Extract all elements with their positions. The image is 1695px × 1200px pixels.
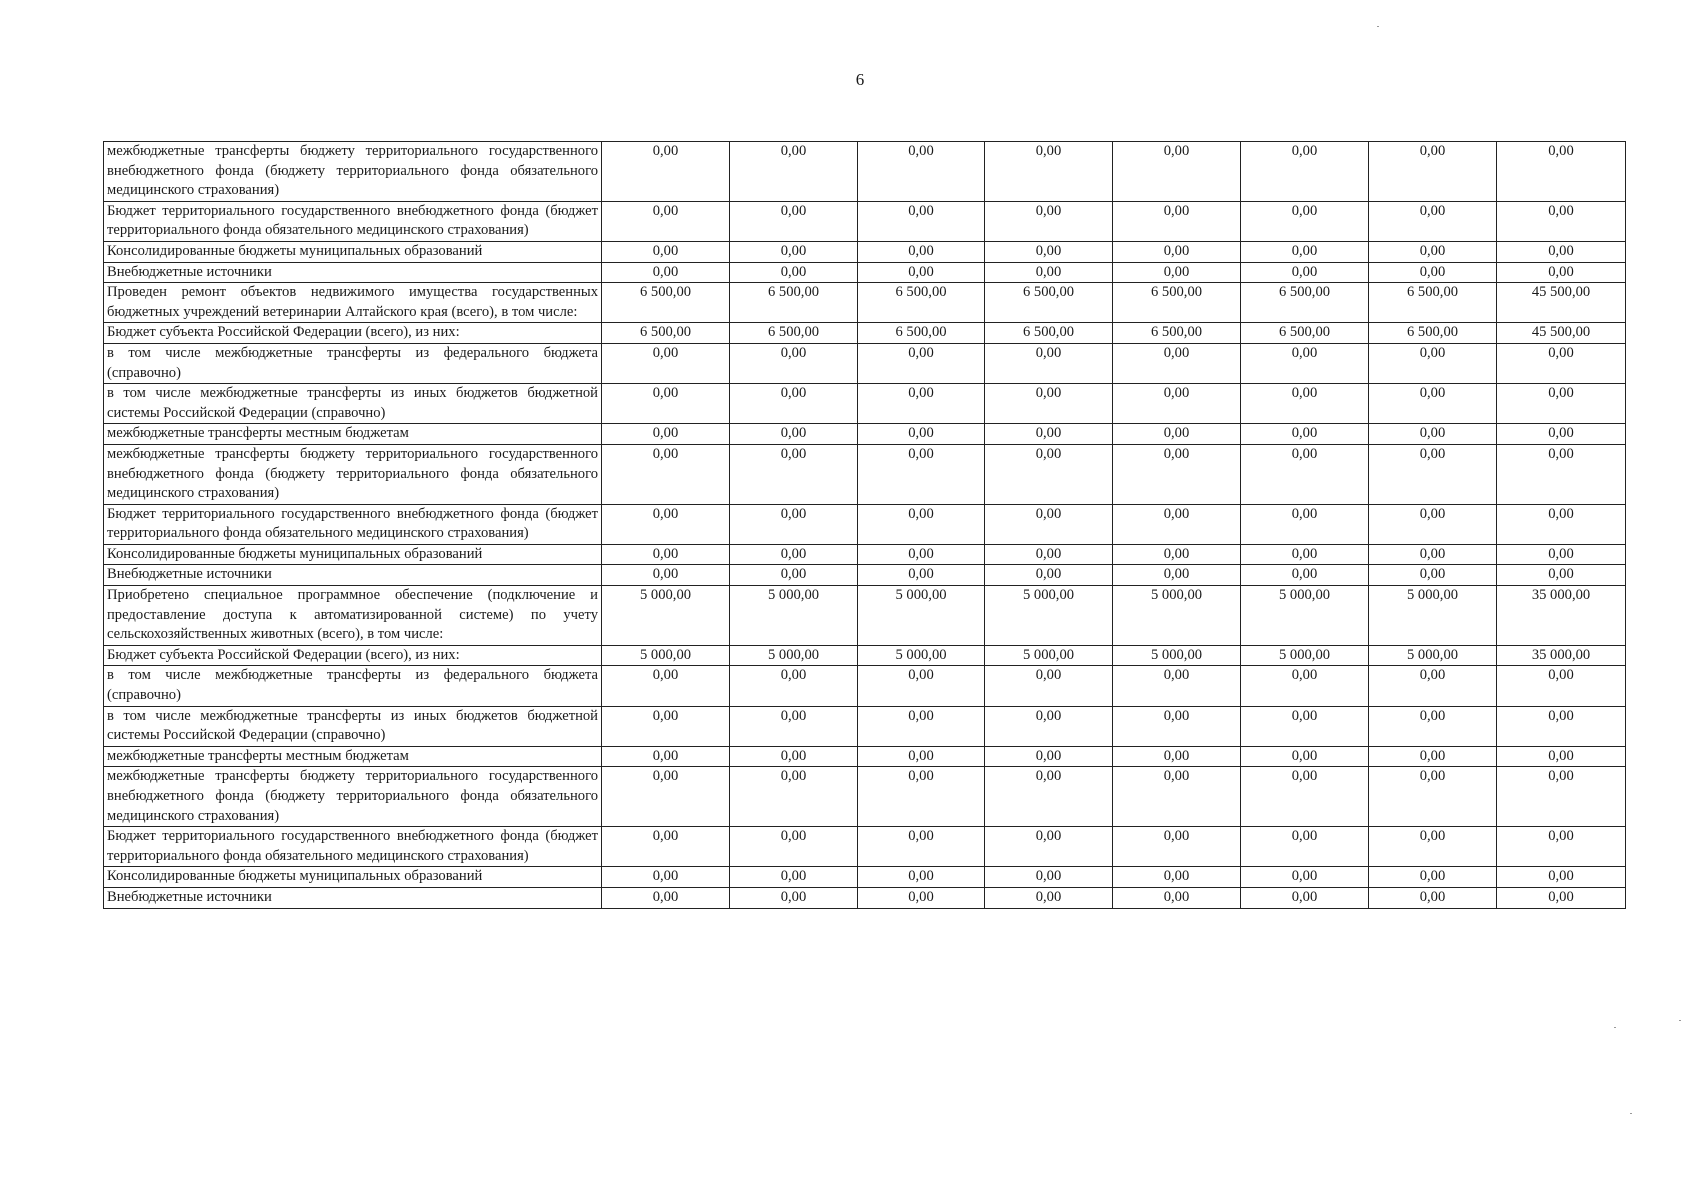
scan-speck (1614, 1027, 1616, 1028)
value-cell: 0,00 (1241, 706, 1369, 746)
value-cell: 5 000,00 (1113, 586, 1241, 646)
value-cell: 0,00 (1113, 444, 1241, 504)
value-cell: 0,00 (730, 201, 858, 241)
value-cell: 0,00 (730, 666, 858, 706)
value-cell: 0,00 (1369, 384, 1497, 424)
value-cell: 6 500,00 (1369, 283, 1497, 323)
table-row (104, 666, 1626, 706)
value-cell: 0,00 (1113, 201, 1241, 241)
value-cell: 0,00 (1369, 767, 1497, 827)
value-cell: 6 500,00 (1369, 323, 1497, 344)
row-label: Консолидированные бюджеты муниципальных образований (104, 241, 602, 262)
value-cell: 6 500,00 (1113, 323, 1241, 344)
total-value-cell: 0,00 (1497, 867, 1626, 888)
row-label: Бюджет территориального государственного внебюджетного фонда (бюджет территориального фонда обязательного медицинского страхования) (104, 504, 602, 544)
total-value-cell: 0,00 (1497, 746, 1626, 767)
row-label: в том числе межбюджетные трансферты из иных бюджетов бюджетной системы Российской Федерации (справочно) (104, 384, 602, 424)
value-cell: 6 500,00 (602, 283, 730, 323)
row-label: межбюджетные трансферты местным бюджетам (104, 424, 602, 445)
total-value-cell: 0,00 (1497, 887, 1626, 908)
value-cell: 0,00 (1113, 142, 1241, 202)
value-cell: 0,00 (1241, 504, 1369, 544)
value-cell: 0,00 (858, 544, 985, 565)
total-value-cell: 0,00 (1497, 444, 1626, 504)
value-cell: 0,00 (1241, 827, 1369, 867)
value-cell: 0,00 (730, 887, 858, 908)
value-cell: 0,00 (858, 504, 985, 544)
value-cell: 0,00 (602, 504, 730, 544)
value-cell: 0,00 (985, 867, 1113, 888)
value-cell: 0,00 (985, 504, 1113, 544)
value-cell: 0,00 (1369, 262, 1497, 283)
value-cell: 0,00 (858, 384, 985, 424)
table-row (104, 444, 1626, 504)
value-cell: 0,00 (1241, 867, 1369, 888)
value-cell: 0,00 (730, 504, 858, 544)
value-cell: 0,00 (985, 827, 1113, 867)
row-label: в том числе межбюджетные трансферты из иных бюджетов бюджетной системы Российской Федерации (справочно) (104, 706, 602, 746)
total-value-cell: 0,00 (1497, 565, 1626, 586)
value-cell: 0,00 (730, 241, 858, 262)
row-label: Консолидированные бюджеты муниципальных образований (104, 544, 602, 565)
table-row (104, 343, 1626, 383)
value-cell: 0,00 (1241, 544, 1369, 565)
table-row (104, 565, 1626, 586)
row-label: Внебюджетные источники (104, 887, 602, 908)
value-cell: 0,00 (858, 343, 985, 383)
row-label: Приобретено специальное программное обеспечение (подключение и предоставление доступа к автоматизированной системе) по учету сельскохозяйственных животных (всего), в том числе: (104, 586, 602, 646)
table-row (104, 645, 1626, 666)
value-cell: 0,00 (730, 706, 858, 746)
value-cell: 0,00 (602, 262, 730, 283)
value-cell: 0,00 (858, 706, 985, 746)
row-label: Бюджет субъекта Российской Федерации (всего), из них: (104, 645, 602, 666)
value-cell: 5 000,00 (985, 586, 1113, 646)
value-cell: 5 000,00 (730, 645, 858, 666)
value-cell: 0,00 (1369, 887, 1497, 908)
value-cell: 0,00 (1369, 241, 1497, 262)
value-cell: 0,00 (1369, 142, 1497, 202)
value-cell: 0,00 (1241, 666, 1369, 706)
budget-table (103, 141, 1626, 909)
value-cell: 0,00 (985, 666, 1113, 706)
row-label: в том числе межбюджетные трансферты из федерального бюджета (справочно) (104, 343, 602, 383)
value-cell: 0,00 (985, 706, 1113, 746)
value-cell: 0,00 (602, 384, 730, 424)
value-cell: 0,00 (1113, 384, 1241, 424)
row-label: в том числе межбюджетные трансферты из федерального бюджета (справочно) (104, 666, 602, 706)
value-cell: 0,00 (1241, 565, 1369, 586)
value-cell: 6 500,00 (730, 283, 858, 323)
total-value-cell: 0,00 (1497, 424, 1626, 445)
total-value-cell: 0,00 (1497, 666, 1626, 706)
value-cell: 0,00 (858, 142, 985, 202)
value-cell: 6 500,00 (985, 283, 1113, 323)
value-cell: 0,00 (985, 444, 1113, 504)
table-row (104, 887, 1626, 908)
table-row (104, 142, 1626, 202)
value-cell: 0,00 (602, 241, 730, 262)
value-cell: 0,00 (1241, 201, 1369, 241)
row-label: Бюджет территориального государственного внебюджетного фонда (бюджет территориального фонда обязательного медицинского страхования) (104, 827, 602, 867)
table-row (104, 283, 1626, 323)
value-cell: 0,00 (1241, 241, 1369, 262)
value-cell: 0,00 (1241, 887, 1369, 908)
value-cell: 0,00 (1369, 201, 1497, 241)
total-value-cell: 0,00 (1497, 201, 1626, 241)
value-cell: 0,00 (1369, 827, 1497, 867)
table-row (104, 706, 1626, 746)
table-row (104, 767, 1626, 827)
row-label: Внебюджетные источники (104, 565, 602, 586)
value-cell: 0,00 (602, 544, 730, 565)
value-cell: 0,00 (1241, 384, 1369, 424)
value-cell: 0,00 (602, 746, 730, 767)
value-cell: 0,00 (602, 887, 730, 908)
table-row (104, 746, 1626, 767)
value-cell: 0,00 (730, 444, 858, 504)
value-cell: 0,00 (1241, 142, 1369, 202)
value-cell: 0,00 (858, 262, 985, 283)
value-cell: 0,00 (858, 444, 985, 504)
value-cell: 0,00 (602, 666, 730, 706)
total-value-cell: 35 000,00 (1497, 645, 1626, 666)
value-cell: 0,00 (602, 827, 730, 867)
value-cell: 0,00 (602, 565, 730, 586)
value-cell: 0,00 (858, 887, 985, 908)
value-cell: 0,00 (858, 827, 985, 867)
total-value-cell: 0,00 (1497, 767, 1626, 827)
table-row (104, 323, 1626, 344)
value-cell: 0,00 (1241, 343, 1369, 383)
value-cell: 5 000,00 (1113, 645, 1241, 666)
value-cell: 0,00 (1113, 241, 1241, 262)
value-cell: 0,00 (985, 142, 1113, 202)
value-cell: 0,00 (858, 565, 985, 586)
value-cell: 6 500,00 (1113, 283, 1241, 323)
value-cell: 0,00 (730, 867, 858, 888)
value-cell: 0,00 (1113, 504, 1241, 544)
value-cell: 0,00 (1369, 544, 1497, 565)
table-row (104, 241, 1626, 262)
row-label: межбюджетные трансферты местным бюджетам (104, 746, 602, 767)
value-cell: 0,00 (1369, 343, 1497, 383)
table-row (104, 544, 1626, 565)
value-cell: 5 000,00 (1369, 645, 1497, 666)
value-cell: 0,00 (858, 201, 985, 241)
value-cell: 0,00 (1369, 706, 1497, 746)
value-cell: 0,00 (1113, 544, 1241, 565)
total-value-cell: 0,00 (1497, 544, 1626, 565)
total-value-cell: 45 500,00 (1497, 323, 1626, 344)
row-label: Внебюджетные источники (104, 262, 602, 283)
row-label: межбюджетные трансферты бюджету территориального государственного внебюджетного фонда (бюджету территориального фонда обязательного медицинского страхования) (104, 142, 602, 202)
value-cell: 0,00 (730, 424, 858, 445)
value-cell: 0,00 (602, 142, 730, 202)
total-value-cell: 0,00 (1497, 504, 1626, 544)
value-cell: 0,00 (858, 767, 985, 827)
value-cell: 0,00 (1113, 262, 1241, 283)
row-label: Консолидированные бюджеты муниципальных образований (104, 867, 602, 888)
value-cell: 6 500,00 (1241, 323, 1369, 344)
value-cell: 0,00 (1369, 867, 1497, 888)
scan-speck (1630, 1113, 1632, 1114)
value-cell: 5 000,00 (1241, 645, 1369, 666)
value-cell: 0,00 (985, 262, 1113, 283)
total-value-cell: 0,00 (1497, 142, 1626, 202)
value-cell: 0,00 (1369, 444, 1497, 504)
value-cell: 6 500,00 (602, 323, 730, 344)
row-label: Бюджет территориального государственного внебюджетного фонда (бюджет территориального фонда обязательного медицинского страхования) (104, 201, 602, 241)
value-cell: 5 000,00 (602, 645, 730, 666)
value-cell: 0,00 (730, 827, 858, 867)
value-cell: 0,00 (985, 424, 1113, 445)
row-label: межбюджетные трансферты бюджету территориального государственного внебюджетного фонда (бюджету территориального фонда обязательного медицинского страхования) (104, 767, 602, 827)
total-value-cell: 0,00 (1497, 706, 1626, 746)
value-cell: 0,00 (1241, 444, 1369, 504)
value-cell: 0,00 (985, 343, 1113, 383)
value-cell: 0,00 (602, 343, 730, 383)
value-cell: 0,00 (985, 565, 1113, 586)
value-cell: 0,00 (730, 565, 858, 586)
value-cell: 5 000,00 (1241, 586, 1369, 646)
value-cell: 0,00 (1113, 767, 1241, 827)
table-row (104, 424, 1626, 445)
value-cell: 0,00 (858, 424, 985, 445)
row-label: Проведен ремонт объектов недвижимого имущества государственных бюджетных учреждений ветеринарии Алтайского края (всего), в том числе: (104, 283, 602, 323)
value-cell: 6 500,00 (1241, 283, 1369, 323)
row-label: межбюджетные трансферты бюджету территориального государственного внебюджетного фонда (бюджету территориального фонда обязательного медицинского страхования) (104, 444, 602, 504)
value-cell: 0,00 (1241, 767, 1369, 827)
value-cell: 0,00 (602, 867, 730, 888)
value-cell: 0,00 (730, 142, 858, 202)
value-cell: 0,00 (1369, 746, 1497, 767)
value-cell: 0,00 (985, 241, 1113, 262)
value-cell: 0,00 (602, 201, 730, 241)
value-cell: 0,00 (858, 746, 985, 767)
value-cell: 0,00 (602, 706, 730, 746)
table-body (104, 142, 1626, 909)
value-cell: 0,00 (1113, 706, 1241, 746)
value-cell: 5 000,00 (985, 645, 1113, 666)
total-value-cell: 0,00 (1497, 384, 1626, 424)
value-cell: 0,00 (1113, 565, 1241, 586)
value-cell: 0,00 (1241, 424, 1369, 445)
value-cell: 0,00 (858, 666, 985, 706)
row-label: Бюджет субъекта Российской Федерации (всего), из них: (104, 323, 602, 344)
total-value-cell: 0,00 (1497, 241, 1626, 262)
value-cell: 0,00 (858, 241, 985, 262)
value-cell: 0,00 (985, 767, 1113, 827)
value-cell: 0,00 (1369, 424, 1497, 445)
scan-speck (1377, 26, 1379, 27)
value-cell: 0,00 (985, 746, 1113, 767)
page-number: 6 (855, 70, 865, 89)
value-cell: 0,00 (730, 544, 858, 565)
value-cell: 0,00 (602, 444, 730, 504)
value-cell: 0,00 (1113, 746, 1241, 767)
value-cell: 0,00 (985, 384, 1113, 424)
scan-speck (1679, 1020, 1681, 1021)
value-cell: 0,00 (1113, 887, 1241, 908)
value-cell: 0,00 (985, 201, 1113, 241)
table-row (104, 384, 1626, 424)
value-cell: 5 000,00 (1369, 586, 1497, 646)
value-cell: 0,00 (985, 887, 1113, 908)
value-cell: 0,00 (730, 384, 858, 424)
table-row (104, 827, 1626, 867)
value-cell: 5 000,00 (730, 586, 858, 646)
table-row (104, 201, 1626, 241)
value-cell: 0,00 (1113, 867, 1241, 888)
value-cell: 0,00 (602, 767, 730, 827)
value-cell: 0,00 (1241, 746, 1369, 767)
value-cell: 6 500,00 (858, 323, 985, 344)
value-cell: 0,00 (1369, 666, 1497, 706)
value-cell: 6 500,00 (730, 323, 858, 344)
total-value-cell: 0,00 (1497, 343, 1626, 383)
total-value-cell: 0,00 (1497, 262, 1626, 283)
value-cell: 6 500,00 (858, 283, 985, 323)
value-cell: 0,00 (1113, 666, 1241, 706)
value-cell: 0,00 (1113, 343, 1241, 383)
value-cell: 0,00 (1241, 262, 1369, 283)
value-cell: 5 000,00 (858, 586, 985, 646)
table-row (104, 504, 1626, 544)
table-row (104, 586, 1626, 646)
value-cell: 0,00 (1369, 504, 1497, 544)
value-cell: 0,00 (858, 867, 985, 888)
value-cell: 0,00 (730, 746, 858, 767)
total-value-cell: 35 000,00 (1497, 586, 1626, 646)
value-cell: 0,00 (602, 424, 730, 445)
value-cell: 0,00 (1369, 565, 1497, 586)
value-cell: 5 000,00 (858, 645, 985, 666)
value-cell: 0,00 (1113, 424, 1241, 445)
total-value-cell: 0,00 (1497, 827, 1626, 867)
value-cell: 6 500,00 (985, 323, 1113, 344)
value-cell: 0,00 (730, 343, 858, 383)
value-cell: 0,00 (1113, 827, 1241, 867)
table-row (104, 262, 1626, 283)
total-value-cell: 45 500,00 (1497, 283, 1626, 323)
table-row (104, 867, 1626, 888)
value-cell: 5 000,00 (602, 586, 730, 646)
value-cell: 0,00 (985, 544, 1113, 565)
value-cell: 0,00 (730, 767, 858, 827)
value-cell: 0,00 (730, 262, 858, 283)
